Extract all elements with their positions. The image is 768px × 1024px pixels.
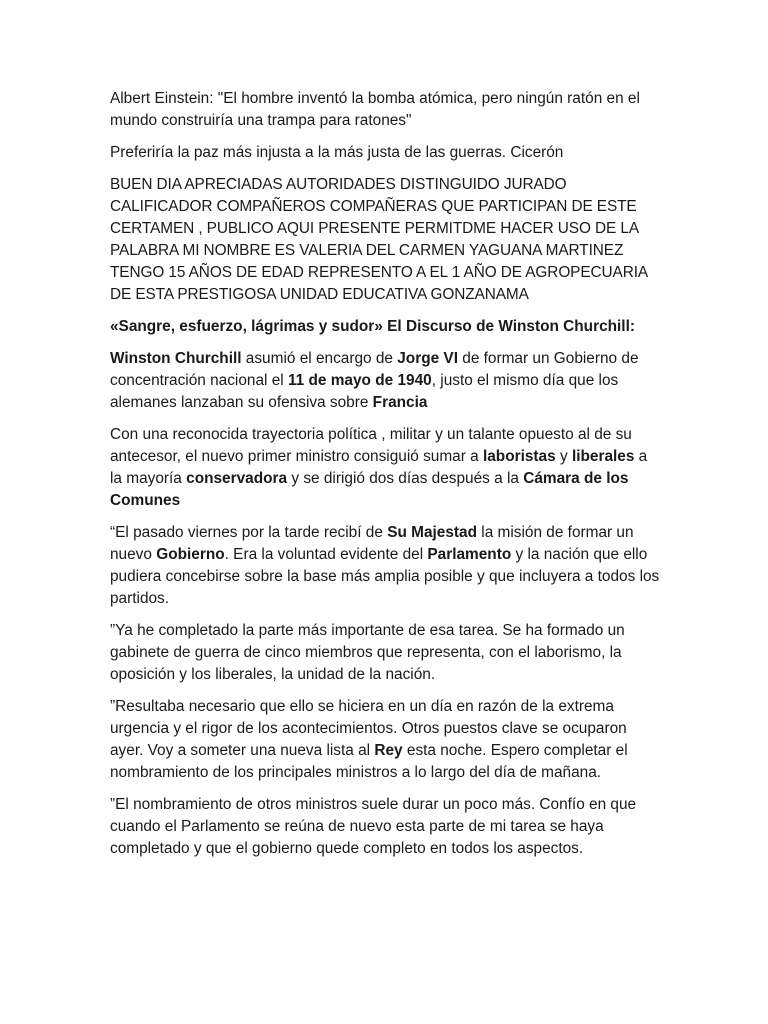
text-span: ”Resultaba necesario que ello se hiciera en un día en razón de la extrema urgencia y el rigor de los acontecimientos. Otros puestos clave se ocuparon ayer. Voy a someter una nueva lista al [110, 698, 627, 759]
speech-paragraph-3 [110, 696, 660, 784]
bold-parlamento: Parlamento [427, 546, 512, 563]
bold-conservadora: conservadora [186, 470, 288, 487]
text-span: . Era la voluntad evidente del [224, 546, 428, 563]
churchill-intro-paragraph [110, 348, 660, 414]
text-span: y [555, 448, 572, 465]
text-span: y la nación que ello pudiera concebirse sobre la base más amplia posible y que incluyera a todos los partidos. [110, 546, 660, 607]
bold-laboristas: laboristas [482, 448, 556, 465]
text-span: , justo el mismo día que los alemanes lanzaban su ofensiva sobre [110, 372, 619, 411]
bold-rey: Rey [374, 742, 403, 759]
einstein-quote: Albert Einstein: "El hombre inventó la bomba atómica, pero ningún ratón en el mundo construiría una trampa para ratones" [110, 90, 640, 129]
speech-heading [110, 316, 660, 338]
text-span: a la mayoría [110, 448, 648, 487]
bold-jorge-vi: Jorge VI [397, 350, 458, 367]
greeting-paragraph: BUEN DIA APRECIADAS AUTORIDADES DISTINGUIDO JURADO CALIFICADOR COMPAÑEROS COMPAÑERAS QUE PARTICIPAN DE ESTE CERTAMEN , PUBLICO AQUI PRESENTE PERMITDME HACER USO DE LA PALABRA MI NOMBRE ES VALERIA DEL CARMEN YAGUANA MARTINEZ TENGO 15 AÑOS DE EDAD REPRESENTO A EL 1 AÑO DE AGROPECUARIA DE ESTA PRESTIGOSA UNIDAD EDUCATIVA GONZANAMA [110, 176, 648, 303]
bold-su-majestad: Su Majestad [387, 524, 477, 541]
speech-paragraph-2: ”Ya he completado la parte más importante de esa tarea. Se ha formado un gabinete de guerra de cinco miembros que representa, con el laborismo, la oposición y los liberales, la unidad de la nación. [110, 622, 625, 683]
trajectory-paragraph [110, 424, 660, 512]
document-page [110, 88, 660, 870]
speech-paragraph-4: ”El nombramiento de otros ministros suele durar un poco más. Confío en que cuando el Parlamento se reúna de nuevo esta parte de mi tarea se haya completado y que el gobierno quede completo en todos los aspectos. [110, 796, 637, 857]
bold-liberales: liberales [571, 448, 635, 465]
bold-francia: Francia [372, 394, 428, 411]
text-span: asumió el encargo de [241, 350, 398, 367]
bold-winston-churchill: Winston Churchill [110, 350, 242, 367]
bold-camara-comunes: Cámara de los Comunes [110, 470, 629, 509]
bold-date: 11 de mayo de 1940 [287, 372, 432, 389]
bold-gobierno: Gobierno [156, 546, 225, 563]
text-span: y se dirigió dos días después a la [287, 470, 524, 487]
text-span: “El pasado viernes por la tarde recibí de [110, 524, 388, 541]
text-span: de formar un Gobierno de concentración nacional el [110, 350, 639, 389]
ciceron-quote: Preferiría la paz más injusta a la más justa de las guerras. Cicerón [110, 144, 564, 161]
text-span: Con una reconocida trayectoria política , militar y un talante opuesto al de su antecesor, el nuevo primer ministro consiguió sumar a [110, 426, 632, 465]
text-span: esta noche. Espero completar el nombramiento de los principales ministros a lo largo del día de mañana. [110, 742, 628, 781]
text-span: la misión de formar un nuevo [110, 524, 634, 563]
speech-heading-text: «Sangre, esfuerzo, lágrimas y sudor» El Discurso de Winston Churchill: [110, 318, 635, 335]
speech-paragraph-1 [110, 522, 660, 610]
